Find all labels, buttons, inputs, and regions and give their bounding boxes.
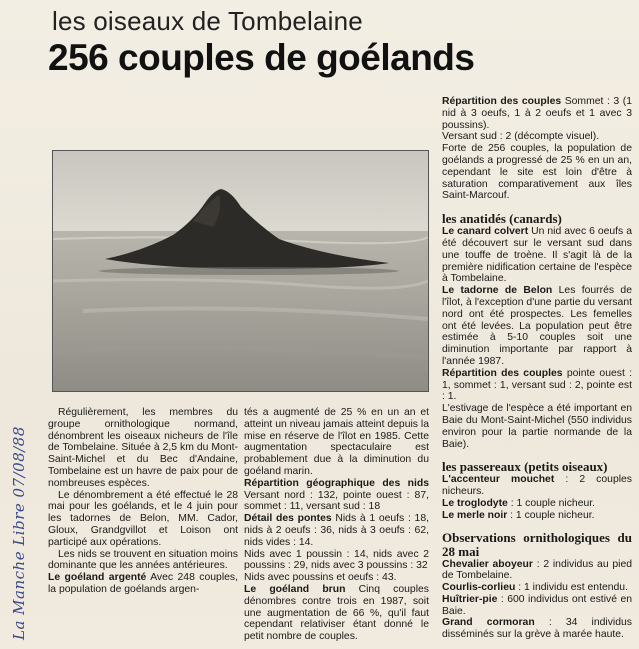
island-photo-image: [53, 151, 428, 391]
species-heading: Chevalier aboyeur: [442, 558, 533, 570]
species-heading: Le tadorne de Belon: [442, 285, 553, 297]
paragraph: Forte de 256 couples, la population de goélands a progressé de 25 % en un an, cependant le site est loin d'être à saturation comparativement aux îles Saint-Marcouf.: [442, 143, 632, 202]
paragraph: [442, 226, 632, 285]
paragraph: tés a augmenté de 25 % en un an et atteint un niveau jamais atteint depuis la mise en réserve de l'îlot en 1985. Cette augmentation spectaculaire est probablement due à la diminution du goéland marin.: [244, 407, 429, 477]
column-1: [48, 407, 238, 596]
paragraph-text: Nids à 1 oeufs : 18, nids à 2 oeufs : 36, nids à 3 oeufs : 62, nids vides : 14.: [244, 513, 429, 548]
paragraph: [442, 285, 632, 368]
paragraph: Régulièrement, les membres du groupe ornithologique normand, dénombrent les oiseaux nicheurs de l'île de Tombelaine. Située à 2,5 km du Mont-Saint-Michel et du Bec d'Andaine, Tombelaine est un havre de paix pour de nombreuses espèces.: [48, 407, 238, 489]
paragraph: [442, 474, 632, 498]
section-heading: Observations ornithologiques du 28 mai: [442, 529, 632, 559]
subheading: Répartition géographique des nids: [244, 477, 429, 489]
paragraph: Nids avec 1 poussin : 14, nids avec 2 poussins : 29, nids avec 3 poussins : 32: [244, 548, 429, 572]
paragraph-text: : 34 individus disséminés sur la grève à marée haute.: [442, 617, 632, 641]
species-heading: Le canard colvert: [442, 226, 529, 238]
paragraph: [244, 478, 429, 513]
paragraph: [442, 582, 632, 594]
species-heading: Huîtrier-pie: [442, 593, 498, 605]
paragraph: [442, 510, 632, 522]
species-heading: Le goéland brun: [244, 583, 346, 595]
species-heading: Le troglodyte: [442, 497, 508, 509]
column-3: [442, 96, 632, 641]
paragraph-text: pointe ouest : 1, sommet : 1, versant sud : 2, pointe est : 1.: [442, 367, 632, 403]
paragraph-text: : 2 individus au pied de Tombelaine.: [442, 558, 632, 582]
section-heading: les anatidés (canards): [442, 211, 562, 227]
article-headline: 256 couples de goélands: [48, 37, 475, 78]
species-heading: L'accenteur mouchet: [442, 474, 555, 486]
paragraph: L'estivage de l'espèce a été important en Baie du Mont-Saint-Michel (550 individus environ pour la partie normande de la Baie).: [442, 403, 632, 450]
article-kicker: les oiseaux de Tombelaine: [52, 6, 363, 36]
paragraph-text: Cinq couples dénombres contre trois en 1987, soit une augmentation de 66 %, qu'il faut cependant relativiser étant donné le petit nombre de couples.: [244, 583, 429, 643]
species-heading: Le merle noir: [442, 509, 508, 521]
section-heading: les passereaux (petits oiseaux): [442, 459, 608, 475]
subheading: Répartition des couples: [442, 367, 563, 379]
paragraph: [48, 572, 238, 596]
paragraph-text: : 600 individus ont estivé en Baie.: [442, 593, 632, 617]
species-heading: Le goéland argenté: [48, 572, 147, 584]
species-heading: Grand cormoran: [442, 617, 535, 629]
paragraph: [442, 617, 632, 641]
island-photo: [52, 150, 429, 392]
paragraph: Les nids se trouvent en situation moins dominante que les années antérieures.: [48, 548, 238, 572]
paragraph: Nids avec poussins et oeufs : 43.: [244, 572, 397, 584]
paragraph: [244, 513, 429, 548]
paragraph: [442, 559, 632, 583]
paragraph: [442, 368, 632, 403]
paragraph-text: Sommet : 3 (1 nid à 3 oeufs, 1 à 2 oeufs et 1 avec 3 poussins).: [442, 96, 632, 131]
paragraph-text: : 1 couple nicheur.: [507, 509, 595, 521]
paragraph: [442, 96, 632, 131]
paragraph-text: Versant nord : 132, pointe ouest : 87, sommet : 11, versant sud : 18: [244, 489, 429, 513]
paragraph: Versant sud : 2 (décompte visuel).: [442, 131, 600, 143]
paragraph: [442, 498, 632, 510]
paragraph-text: Avec 248 couples, la population de goélands argen-: [48, 572, 238, 595]
paragraph: [244, 584, 429, 643]
paragraph-text: Les fourrés de l'îlot, à l'exception d'une partie du versant nord ont été prospectes. Les femelles ont été levées. La population peut être estimée à 5-10 couples soit une diminution importante par rapport à l'année 1987.: [442, 285, 632, 367]
paragraph-text: : 1 individu est entendu.: [515, 582, 628, 594]
handwritten-source-note: La Manche Libre 07/08/88: [10, 426, 28, 640]
subheading: Détail des pontes: [244, 513, 332, 525]
subheading: Répartition des couples: [442, 96, 562, 107]
paragraph-text: Un nid avec 6 oeufs a été découvert sur le versant sud dans une touffe de troène. Il s'agit là de la première nidification certaine de l'espèce à Tombelaine.: [442, 226, 632, 285]
column-2: [244, 407, 429, 643]
species-heading: Courlis-corlieu: [442, 582, 516, 594]
paragraph: Le dénombrement a été effectué le 28 mai pour les goélands, et le 4 juin pour les tadornes de Belon, MM. Cador, Gloux, Grandgvillot et Loison ont participé aux opérations.: [48, 489, 238, 548]
paragraph-text: : 2 couples nicheurs.: [442, 474, 632, 498]
paragraph-text: : 1 couple nicheur.: [507, 497, 596, 509]
paragraph: [442, 594, 632, 618]
